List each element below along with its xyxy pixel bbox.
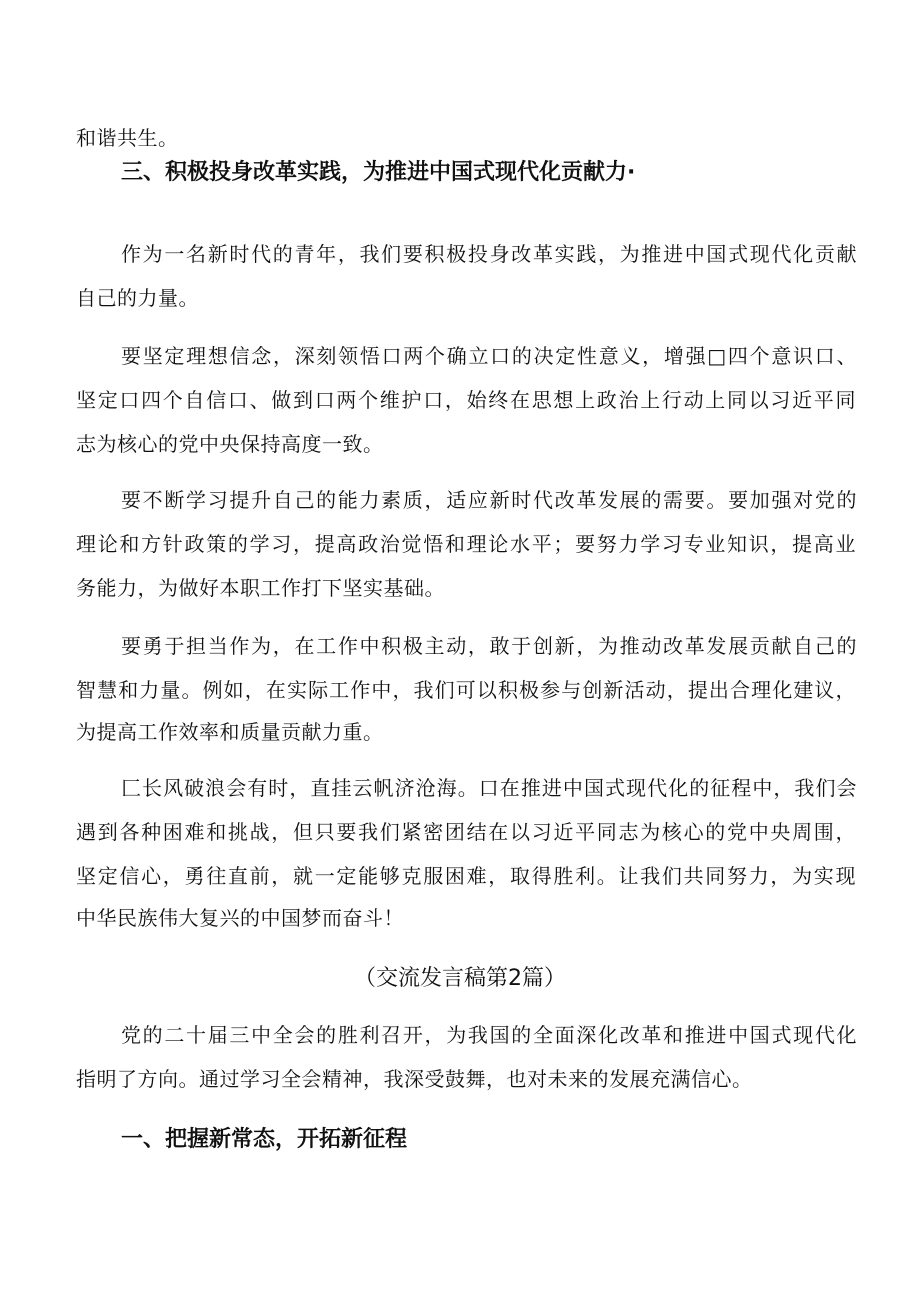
paragraph-line: 坚定口四个自信口、做到口两个维护口，始终在思想上政治上行动上同以习近平同 [76,388,856,412]
paragraph-line: 务能力，为做好本职工作打下坚实基础。 [76,576,445,600]
paragraph-line: 作为一名新时代的青年，我们要积极投身改革实践，为推进中国式现代化贡献 [121,242,857,266]
paragraph-line: 自己的力量。 [76,286,199,310]
paragraph-line: 中华民族伟大复兴的中国梦而奋斗！ [76,906,404,930]
paragraph-line: 遇到各种困难和挑战，但只要我们紧密团结在以习近平同志为核心的党中央周围， [76,820,856,844]
paragraph-line: 智慧和力量。例如，在实际工作中，我们可以积极参与创新活动，提出合理化建议， [76,678,856,702]
article-title: （交流发言稿第2篇） [354,966,566,991]
paragraph-line: 志为核心的党中央保持高度一致。 [76,432,384,456]
paragraph-line: 理论和方针政策的学习，提高政治觉悟和理论水平；要努力学习专业知识，提高业 [76,532,856,556]
paragraph-line: 要勇于担当作为，在工作中积极主动，敢于创新，为推动改革发展贡献自己的 [121,634,857,658]
paragraph-line: 党的二十届三中全会的胜利召开，为我国的全面深化改革和推进中国式现代化 [121,1023,857,1047]
paragraph-line: 为提高工作效率和质量贡献力重。 [76,720,384,744]
section-heading-1: 一、把握新常态，开拓新征程 [121,1127,408,1152]
paragraph-line: 指明了方向。通过学习全会精神，我深受鼓舞，也对未来的发展充满信心。 [76,1067,753,1091]
paragraph-line: 和谐共生。 [76,126,179,150]
paragraph-line: 坚定信心，勇往直前，就一定能够克服困难，取得胜利。让我们共同努力，为实现 [76,864,856,888]
paragraph-line: 要坚定理想信念，深刻领悟口两个确立口的决定性意义，增强□四个意识口、 [121,344,857,368]
section-heading-3: 三、积极投身改革实践，为推进中国式现代化贡献力· [121,160,636,185]
paragraph-line: 匚长风破浪会有时，直挂云帆济沧海。口在推进中国式现代化的征程中，我们会 [121,776,857,800]
paragraph-line: 要不断学习提升自己的能力素质，适应新时代改革发展的需要。要加强对党的 [121,488,857,512]
